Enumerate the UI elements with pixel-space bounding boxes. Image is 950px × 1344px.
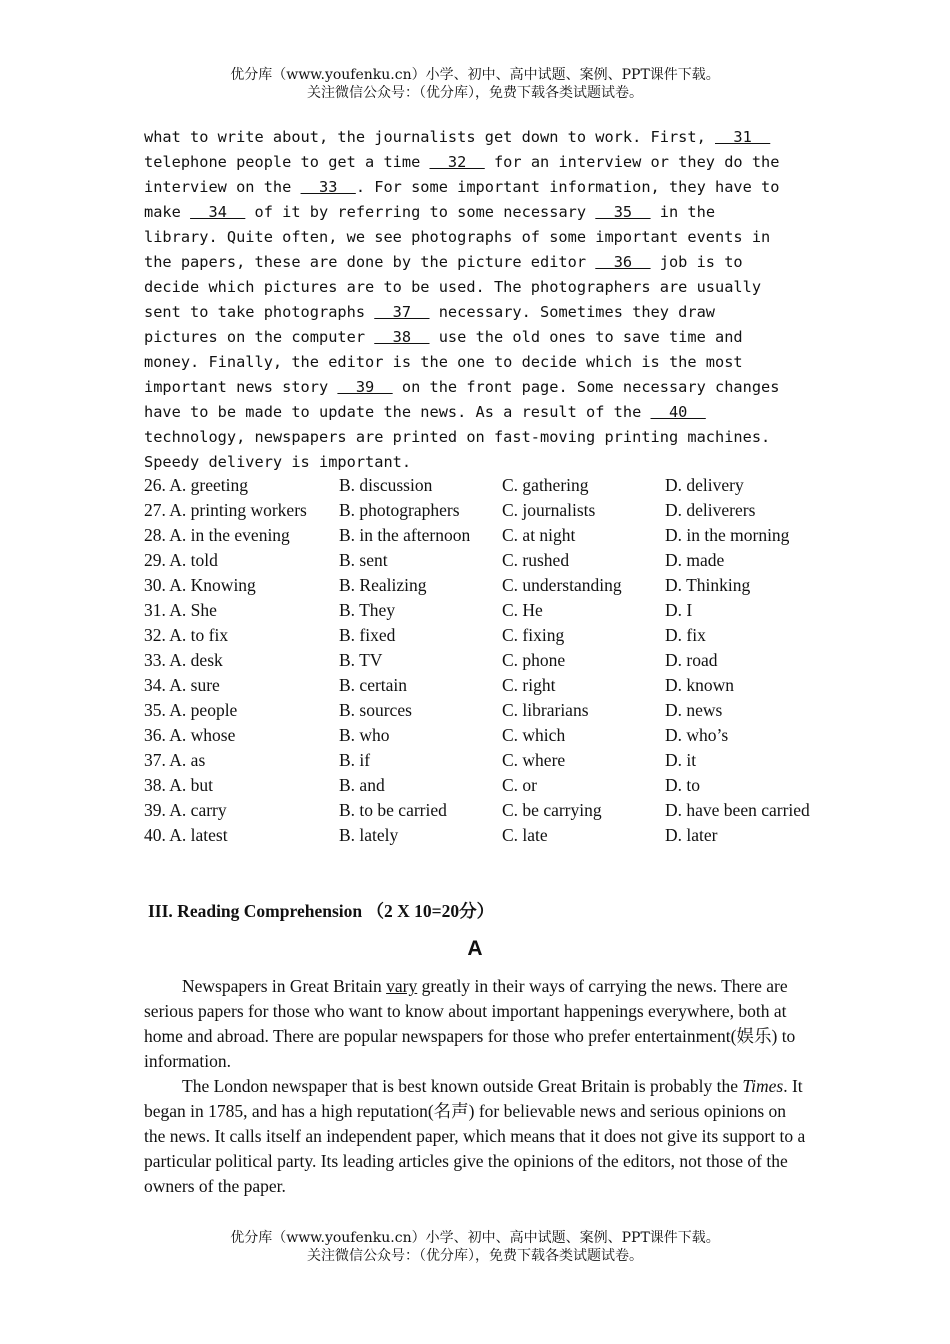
option-b: B. sent bbox=[339, 550, 388, 570]
option-b: B. certain bbox=[339, 675, 408, 695]
option-b: B. in the afternoon bbox=[339, 525, 471, 545]
option-row bbox=[144, 823, 824, 848]
option-d: D. deliverers bbox=[665, 500, 756, 520]
passage-text: Speedy delivery is important. bbox=[144, 453, 412, 471]
option-row bbox=[144, 648, 824, 673]
option-d: D. in the morning bbox=[665, 525, 790, 545]
option-b: B. They bbox=[339, 600, 396, 620]
option-a: 36. A. whose bbox=[144, 725, 236, 745]
option-c: C. at night bbox=[502, 525, 576, 545]
passage-text: money. Finally, the editor is the one to decide which is the most bbox=[144, 353, 743, 371]
option-a: 34. A. sure bbox=[144, 675, 220, 695]
option-a: 30. A. Knowing bbox=[144, 575, 256, 595]
option-row bbox=[144, 673, 824, 698]
option-c: C. phone bbox=[502, 650, 566, 670]
blank-38: 38 bbox=[374, 328, 430, 346]
option-c: C. late bbox=[502, 825, 548, 845]
option-d: D. known bbox=[665, 675, 735, 695]
underlined-word: vary bbox=[386, 976, 418, 996]
option-a: 32. A. to fix bbox=[144, 625, 229, 645]
page-header bbox=[0, 66, 950, 102]
option-d: D. have been carried bbox=[665, 800, 810, 820]
passage-text: for an interview or they do the bbox=[484, 153, 780, 171]
option-row bbox=[144, 523, 824, 548]
option-b: B. sources bbox=[339, 700, 412, 720]
passage-text: sent to take photographs bbox=[144, 303, 375, 321]
footer-line-2: 关注微信公众号：（优分库），免费下载各类试题试卷。 bbox=[307, 1248, 643, 1264]
blank-31: 31 bbox=[715, 128, 771, 146]
passage-text: on the front page. Some necessary changes bbox=[392, 378, 780, 396]
passage-text: the papers, these are done by the picture editor bbox=[144, 253, 596, 271]
option-a: 26. A. greeting bbox=[144, 475, 249, 495]
option-row bbox=[144, 598, 824, 623]
option-b: B. discussion bbox=[339, 475, 433, 495]
italic-title: Times bbox=[742, 1076, 784, 1096]
passage-text: pictures on the computer bbox=[144, 328, 375, 346]
option-row bbox=[144, 498, 824, 523]
option-c: C. fixing bbox=[502, 625, 565, 645]
option-c: C. librarians bbox=[502, 700, 589, 720]
blank-36: 36 bbox=[595, 253, 651, 271]
option-a: 28. A. in the evening bbox=[144, 525, 290, 545]
passage-text: use the old ones to save time and bbox=[429, 328, 743, 346]
option-a: 29. A. told bbox=[144, 550, 218, 570]
option-b: B. Realizing bbox=[339, 575, 427, 595]
passage-text: make bbox=[144, 203, 191, 221]
option-d: D. road bbox=[665, 650, 718, 670]
part-label: A bbox=[467, 937, 483, 960]
passage-text: in the bbox=[650, 203, 716, 221]
passage-text: decide which pictures are to be used. The photographers are usually bbox=[144, 278, 762, 296]
option-b: B. fixed bbox=[339, 625, 396, 645]
option-row bbox=[144, 698, 824, 723]
option-c: C. rushed bbox=[502, 550, 570, 570]
reading-paragraph-2: The London newspaper that is best known outside Great Britain is probably the Times. It began in 1785, and has a high reputation(名声) for believable news and serious opinions on the news. It calls itself an independent paper, which means that it does not give its support to a particular political party. Its leading articles give the opinions of the editors, not those of the owners of the paper. bbox=[144, 1076, 806, 1196]
passage-text: have to be made to update the news. As a result of the bbox=[144, 403, 651, 421]
option-c: C. gathering bbox=[502, 475, 589, 495]
header-line-2: 关注微信公众号：（优分库），免费下载各类试题试卷。 bbox=[307, 85, 643, 101]
option-b: B. who bbox=[339, 725, 390, 745]
option-b: B. and bbox=[339, 775, 385, 795]
option-a: 40. A. latest bbox=[144, 825, 228, 845]
option-b: B. to be carried bbox=[339, 800, 447, 820]
option-c: C. which bbox=[502, 725, 566, 745]
option-row bbox=[144, 723, 824, 748]
passage-text: important news story bbox=[144, 378, 338, 396]
option-b: B. TV bbox=[339, 650, 383, 670]
page-footer bbox=[0, 1229, 950, 1265]
option-row bbox=[144, 623, 824, 648]
option-a: 35. A. people bbox=[144, 700, 238, 720]
passage-text: what to write about, the journalists get down to work. First, bbox=[144, 128, 715, 146]
blank-40: 40 bbox=[650, 403, 706, 421]
blank-34: 34 bbox=[190, 203, 246, 221]
cloze-passage bbox=[144, 125, 814, 475]
section-title: III. Reading Comprehension （2 X 10=20分） bbox=[148, 901, 495, 921]
option-c: C. where bbox=[502, 750, 566, 770]
header-line-1: 优分库（www.youfenku.cn）小学、初中、高中试题、案例、PPT课件下载。 bbox=[230, 67, 720, 83]
option-d: D. made bbox=[665, 550, 725, 570]
option-d: D. delivery bbox=[665, 475, 744, 495]
option-d: D. later bbox=[665, 825, 718, 845]
blank-33: 33 bbox=[300, 178, 356, 196]
reading-paragraph-1: Newspapers in Great Britain vary greatly in their ways of carrying the news. There are serious papers for those who want to know about important happenings everywhere, both at home and abroad. There are popular newspapers for those who prefer entertainment(娱乐) to information. bbox=[144, 976, 796, 1071]
option-c: C. right bbox=[502, 675, 556, 695]
blank-32: 32 bbox=[429, 153, 485, 171]
option-b: B. photographers bbox=[339, 500, 460, 520]
option-row bbox=[144, 748, 824, 773]
option-d: D. I bbox=[665, 600, 693, 620]
option-d: D. Thinking bbox=[665, 575, 751, 595]
passage-text: interview on the bbox=[144, 178, 301, 196]
option-a: 27. A. printing workers bbox=[144, 500, 307, 520]
option-d: D. who’s bbox=[665, 725, 729, 745]
option-d: D. fix bbox=[665, 625, 706, 645]
passage-text: necessary. Sometimes they draw bbox=[429, 303, 716, 321]
option-b: B. lately bbox=[339, 825, 399, 845]
option-d: D. to bbox=[665, 775, 700, 795]
option-a: 31. A. She bbox=[144, 600, 217, 620]
passage-text: . For some important information, they have to bbox=[355, 178, 780, 196]
passage-text: of it by referring to some necessary bbox=[245, 203, 596, 221]
passage-text: telephone people to get a time bbox=[144, 153, 430, 171]
blank-37: 37 bbox=[374, 303, 430, 321]
passage-text: job is to bbox=[650, 253, 743, 271]
option-a: 38. A. but bbox=[144, 775, 214, 795]
option-row bbox=[144, 473, 824, 498]
option-b: B. if bbox=[339, 750, 371, 770]
option-a: 39. A. carry bbox=[144, 800, 227, 820]
passage-text: library. Quite often, we see photographs of some important events in bbox=[144, 228, 771, 246]
option-c: C. He bbox=[502, 600, 543, 620]
answer-options-table bbox=[144, 473, 824, 848]
option-row bbox=[144, 773, 824, 798]
option-row bbox=[144, 798, 824, 823]
option-c: C. journalists bbox=[502, 500, 596, 520]
blank-39: 39 bbox=[337, 378, 393, 396]
option-d: D. news bbox=[665, 700, 723, 720]
option-row bbox=[144, 573, 824, 598]
footer-line-1: 优分库（www.youfenku.cn）小学、初中、高中试题、案例、PPT课件下载。 bbox=[230, 1230, 720, 1246]
option-row bbox=[144, 548, 824, 573]
option-a: 33. A. desk bbox=[144, 650, 223, 670]
option-c: C. or bbox=[502, 775, 537, 795]
option-a: 37. A. as bbox=[144, 750, 206, 770]
option-c: C. understanding bbox=[502, 575, 622, 595]
blank-35: 35 bbox=[595, 203, 651, 221]
option-d: D. it bbox=[665, 750, 697, 770]
reading-passage bbox=[144, 974, 806, 1199]
option-c: C. be carrying bbox=[502, 800, 602, 820]
passage-text: technology, newspapers are printed on fast-moving printing machines. bbox=[144, 428, 771, 446]
